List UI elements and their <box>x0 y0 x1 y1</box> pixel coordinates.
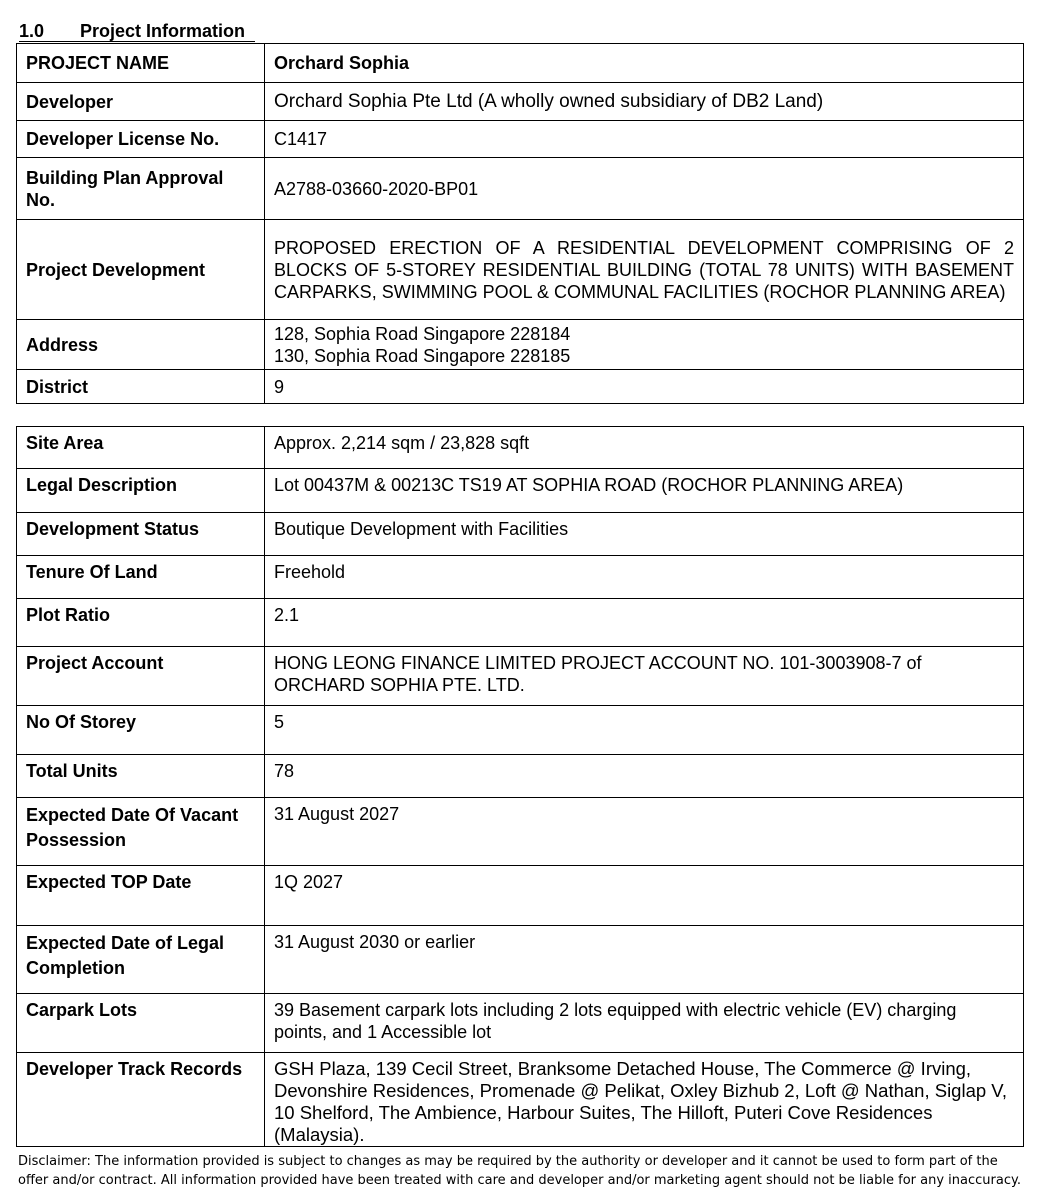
table-row <box>17 469 1024 513</box>
row-label: Development Status <box>17 513 265 556</box>
row-value: 31 August 2030 or earlier <box>265 926 1024 994</box>
row-value: 31 August 2027 <box>265 798 1024 866</box>
row-label: Carpark Lots <box>17 994 265 1053</box>
row-label: Tenure Of Land <box>17 556 265 599</box>
row-label: No Of Storey <box>17 706 265 755</box>
row-label: Expected Date Of Vacant Possession <box>17 798 265 866</box>
row-value: 9 <box>265 370 1024 404</box>
table-row <box>17 798 1024 866</box>
row-value: Lot 00437M & 00213C TS19 AT SOPHIA ROAD (ROCHOR PLANNING AREA) <box>265 469 1024 513</box>
row-label: Building Plan Approval No. <box>17 158 265 220</box>
row-label: Plot Ratio <box>17 599 265 647</box>
row-value: 2.1 <box>265 599 1024 647</box>
table-row <box>17 994 1024 1053</box>
row-label: Address <box>17 320 265 370</box>
disclaimer-text: Disclaimer: The information provided is subject to changes as may be required by the authority or developer and it cannot be used to form part of the offer and/or contract. All information provided have been treated with care and developer and/or marketing agent should not be liable for any inaccuracy. <box>18 1154 1021 1188</box>
row-value: Orchard Sophia <box>265 44 1024 83</box>
row-value: A2788-03660-2020-BP01 <box>265 158 1024 220</box>
table-row <box>17 158 1024 220</box>
row-label: Expected Date of Legal Completion <box>17 926 265 994</box>
project-details-table <box>16 426 1024 1147</box>
table-row <box>17 647 1024 706</box>
table-row <box>17 755 1024 798</box>
table-row <box>17 513 1024 556</box>
table-row <box>17 220 1024 320</box>
row-label: Project Account <box>17 647 265 706</box>
row-label: Site Area <box>17 427 265 469</box>
section-underline <box>19 41 255 42</box>
row-label: Legal Description <box>17 469 265 513</box>
table-row <box>17 427 1024 469</box>
row-value: C1417 <box>265 121 1024 158</box>
row-label: District <box>17 370 265 404</box>
row-value: GSH Plaza, 139 Cecil Street, Branksome Detached House, The Commerce @ Irving, Devonshire Residences, Promenade @ Pelikat, Oxley Bizhub 2, Loft @ Nathan, Siglap V, 10 Shelford, The Ambience, Harbour Suites, The Hilloft, Puteri Cove Residences (Malaysia). <box>265 1053 1024 1147</box>
row-label: Total Units <box>17 755 265 798</box>
table-row <box>17 926 1024 994</box>
row-value: 78 <box>265 755 1024 798</box>
row-value: 1Q 2027 <box>265 866 1024 926</box>
table-row <box>17 44 1024 83</box>
row-value: Freehold <box>265 556 1024 599</box>
row-label: Project Development <box>17 220 265 320</box>
table-row <box>17 556 1024 599</box>
address-line: 130, Sophia Road Singapore 228185 <box>274 345 571 366</box>
section-heading <box>19 20 245 42</box>
row-value: Boutique Development with Facilities <box>265 513 1024 556</box>
row-value: 39 Basement carpark lots including 2 lots equipped with electric vehicle (EV) charging points, and 1 Accessible lot <box>265 994 1024 1053</box>
row-value: Orchard Sophia Pte Ltd (A wholly owned subsidiary of DB2 Land) <box>265 83 1024 121</box>
table-row <box>17 1053 1024 1147</box>
section-title: Project Information <box>80 21 246 41</box>
table-row <box>17 599 1024 647</box>
table-row <box>17 706 1024 755</box>
row-value: Approx. 2,214 sqm / 23,828 sqft <box>265 427 1024 469</box>
row-value: HONG LEONG FINANCE LIMITED PROJECT ACCOUNT NO. 101-3003908-7 of ORCHARD SOPHIA PTE. LTD. <box>265 647 1024 706</box>
table-row <box>17 83 1024 121</box>
table-row <box>17 866 1024 926</box>
row-value: PROPOSED ERECTION OF A RESIDENTIAL DEVELOPMENT COMPRISING OF 2 BLOCKS OF 5-STOREY RESIDENTIAL BUILDING (TOTAL 78 UNITS) WITH BASEMENT CARPARKS, SWIMMING POOL & COMMUNAL FACILITIES (ROCHOR PLANNING AREA) <box>265 220 1024 320</box>
table-row <box>17 370 1024 404</box>
table-row <box>17 121 1024 158</box>
project-info-table <box>16 43 1024 404</box>
row-value: 5 <box>265 706 1024 755</box>
row-value <box>265 320 1024 370</box>
table-row <box>17 320 1024 370</box>
address-line: 128, Sophia Road Singapore 228184 <box>274 323 571 344</box>
row-label: Developer Track Records <box>17 1053 265 1147</box>
section-number: 1.0 <box>19 21 45 41</box>
row-label: Expected TOP Date <box>17 866 265 926</box>
row-label: Developer <box>17 83 265 121</box>
row-label: PROJECT NAME <box>17 44 265 83</box>
row-label: Developer License No. <box>17 121 265 158</box>
